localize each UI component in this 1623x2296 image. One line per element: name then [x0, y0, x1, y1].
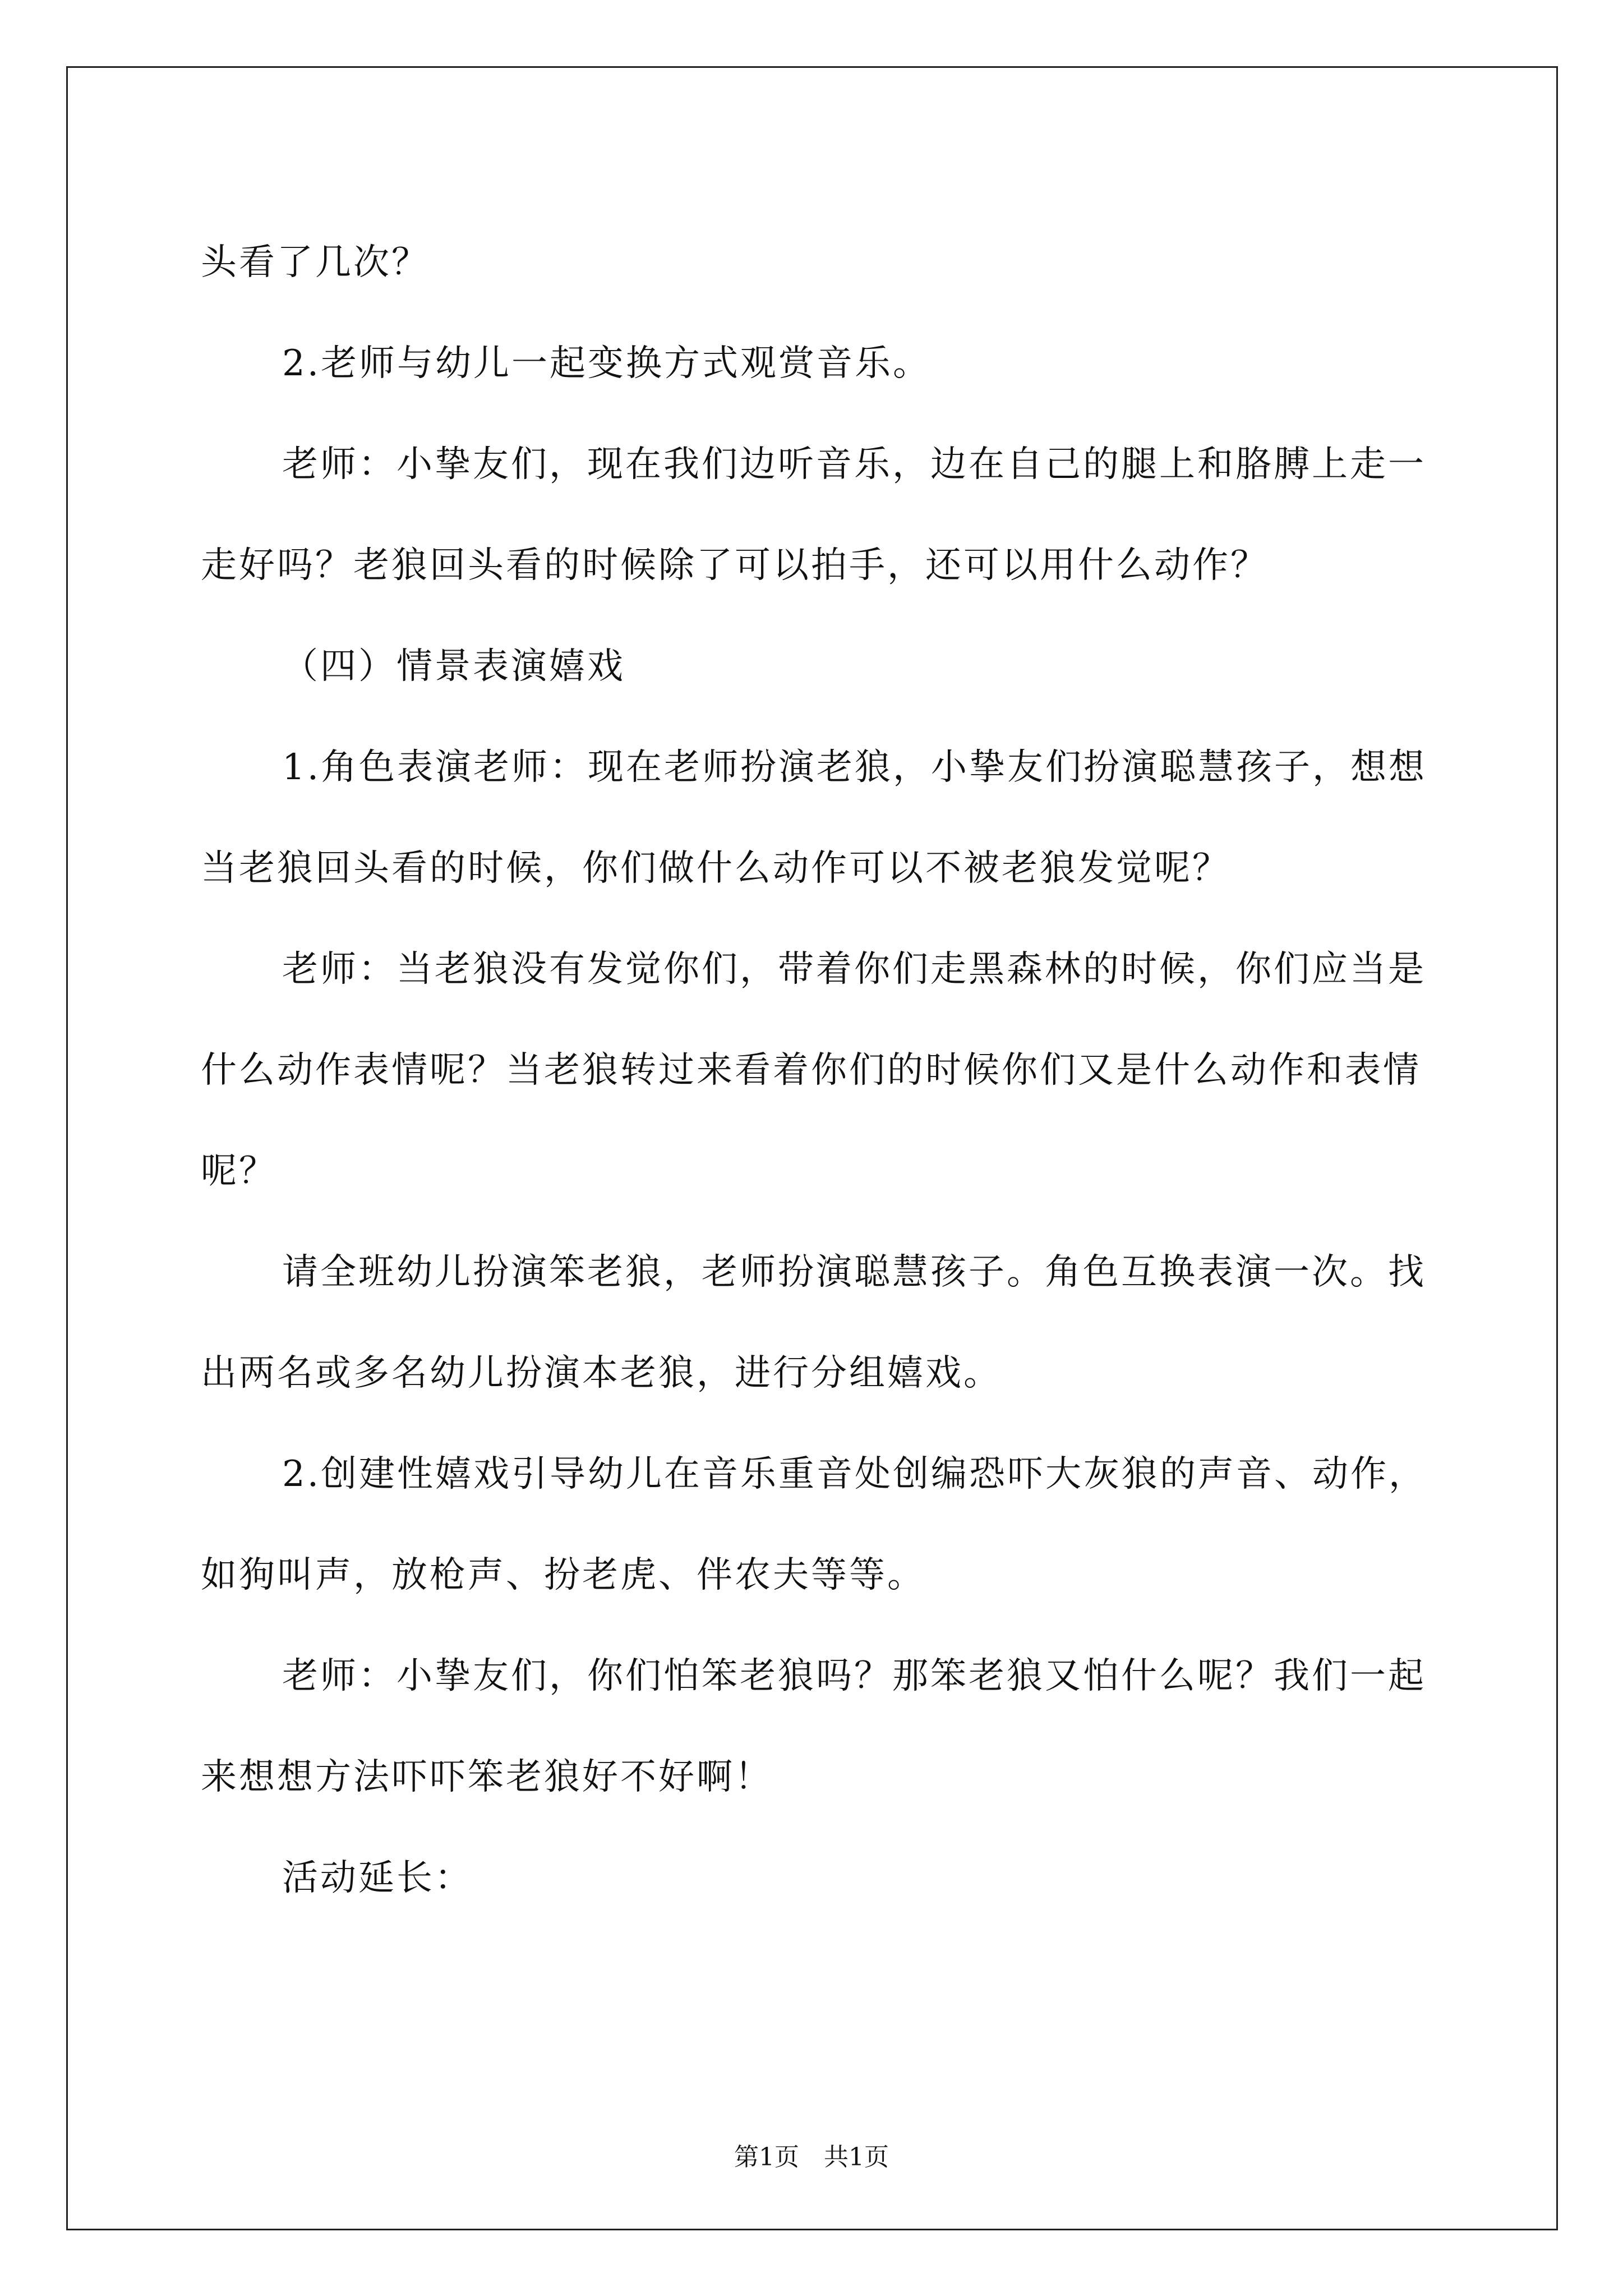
paragraph-9: 老师：小挚友们，你们怕笨老狼吗？那笨老狼又怕什么呢？我们一起来想想方法吓吓笨老狼好不好啊！ — [201, 1655, 1426, 1798]
paragraph-3: 老师：小挚友们，现在我们边听音乐，边在自己的腿上和胳膊上走一走好吗？老狼回头看的时候除了可以拍手，还可以用什么动作？ — [201, 444, 1426, 586]
paragraph-8: 2.创建性嬉戏引导幼儿在音乐重音处创编恐吓大灰狼的声音、动作，如狗叫声，放枪声、扮老虎、伴农夫等等。 — [201, 1453, 1427, 1596]
paragraph-7: 请全班幼儿扮演笨老狼，老师扮演聪慧孩子。角色互换表演一次。找出两名或多名幼儿扮演本老狼，进行分组嬉戏。 — [201, 1251, 1426, 1394]
paragraph-2: 2.老师与幼儿一起变换方式观赏音乐。 — [282, 343, 932, 384]
page-number-footer: 第1页 共1页 — [734, 2143, 889, 2171]
document-body — [201, 212, 1457, 1929]
section-heading: （四）情景表演嬉戏 — [282, 646, 625, 687]
paragraph-1: 头看了几次？ — [201, 242, 430, 283]
paragraph-6: 老师：当老狼没有发觉你们，带着你们走黑森林的时候，你们应当是什么动作表情呢？当老狼转过来看着你们的时候你们又是什么动作和表情呢？ — [201, 949, 1426, 1192]
paragraph-5: 1.角色表演老师：现在老师扮演老狼，小挚友们扮演聪慧孩子，想想当老狼回头看的时候，你们做什么动作可以不被老狼发觉呢？ — [201, 747, 1427, 889]
paragraph-10: 活动延长： — [282, 1857, 473, 1899]
